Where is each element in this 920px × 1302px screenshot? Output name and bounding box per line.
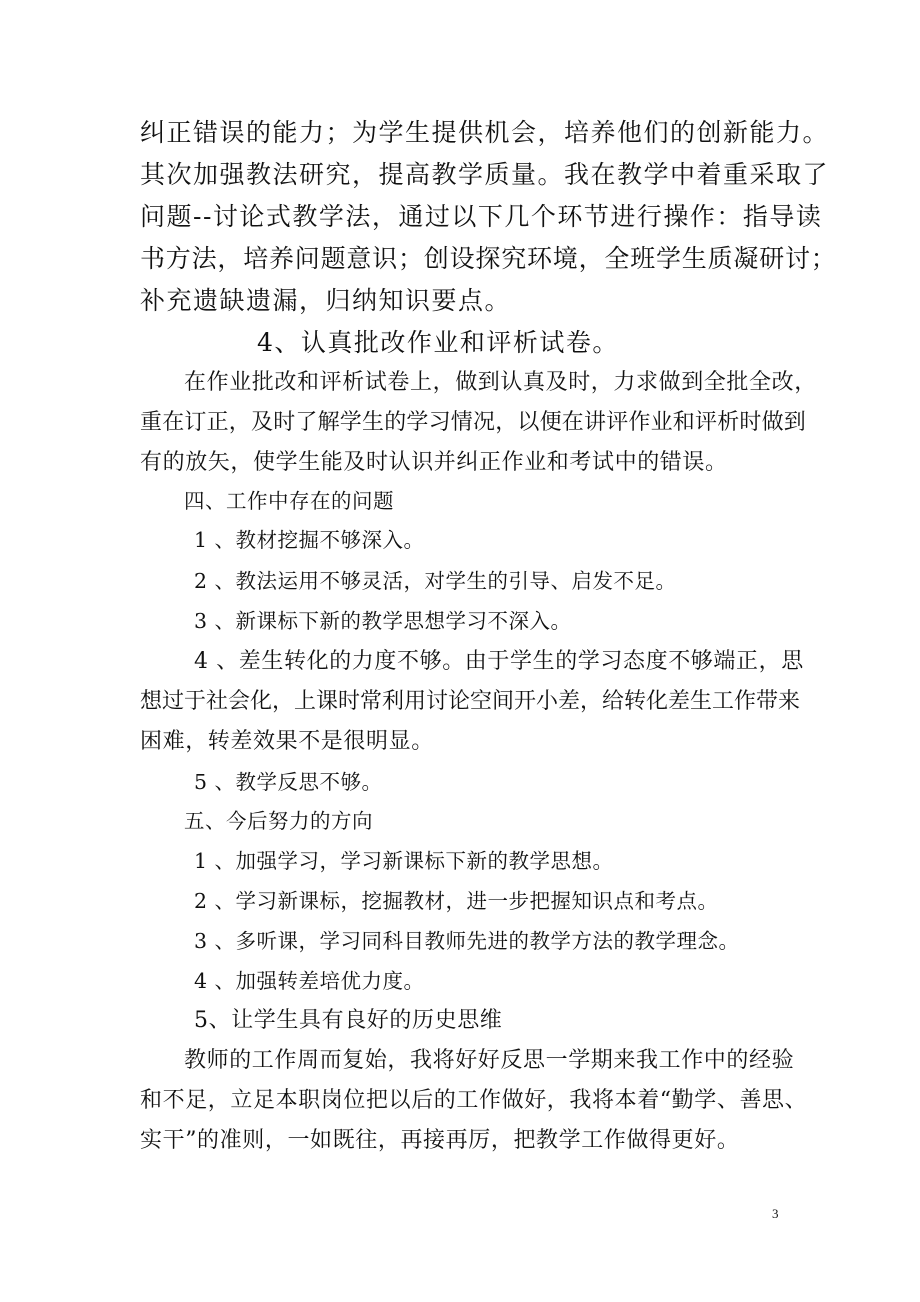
section-heading: 四、工作中存在的问题 [184,489,394,513]
text-line: 有的放矢，使学生能及时认识并纠正作业和考试中的错误。 [140,450,728,475]
text-line: 和不足，立足本职岗位把以后的工作做好，我将本着“勤学、善思、 [140,1088,808,1113]
list-item: 1 、教材挖掘不够深入。 [194,528,425,552]
text-line: 纠正错误的能力；为学生提供机会，培养他们的创新能力。 [140,118,830,147]
text-line: 实干”的准则，一如既往，再接再厉，把教学工作做得更好。 [140,1128,740,1153]
page-number: 3 [772,1206,779,1221]
list-item: 3 、新课标下新的教学思想学习不深入。 [194,609,572,633]
section-heading: 4、认真批改作业和评析试卷。 [257,328,619,357]
list-item: 1 、加强学习，学习新课标下新的教学思想。 [194,849,614,873]
text-line: 重在订正，及时了解学生的学习情况，以便在讲评作业和评析时做到 [140,410,807,435]
section-heading: 五、今后努力的方向 [184,809,373,833]
text-line: 困难，转差效果不是很明显。 [140,729,434,754]
list-item: 5 、教学反思不够。 [194,770,383,794]
text-line: 想过于社会化，上课时常利用讨论空间开小差，给转化差生工作带来 [140,689,801,714]
list-item: 4 、差生转化的力度不够。由于学生的学习态度不够端正，思 [194,649,804,674]
list-item: 5、让学生具有良好的历史思维 [194,1008,503,1033]
list-item: 3 、多听课，学习同科目教师先进的教学方法的教学理念。 [194,929,740,953]
list-item: 4 、加强转差培优力度。 [194,969,425,993]
text-line: 补充遗缺遗漏，归纳知识要点。 [140,286,512,315]
text-line: 教师的工作周而复始，我将好好反思一学期来我工作中的经验 [184,1048,795,1073]
list-item: 2 、学习新课标，挖掘教材，进一步把握知识点和考点。 [194,889,719,913]
text-line: 书方法，培养问题意识；创设探究环境，全班学生质凝研讨； [140,244,837,273]
list-item: 2 、教法运用不够灵活，对学生的引导、启发不足。 [194,569,677,593]
text-line: 问题--讨论式教学法，通过以下几个环节进行操作：指导读 [140,202,823,231]
text-line: 其次加强教法研究，提高教学质量。我在教学中着重采取了 [140,160,830,189]
text-line: 在作业批改和评析试卷上，做到认真及时，力求做到全批全改， [184,370,817,395]
